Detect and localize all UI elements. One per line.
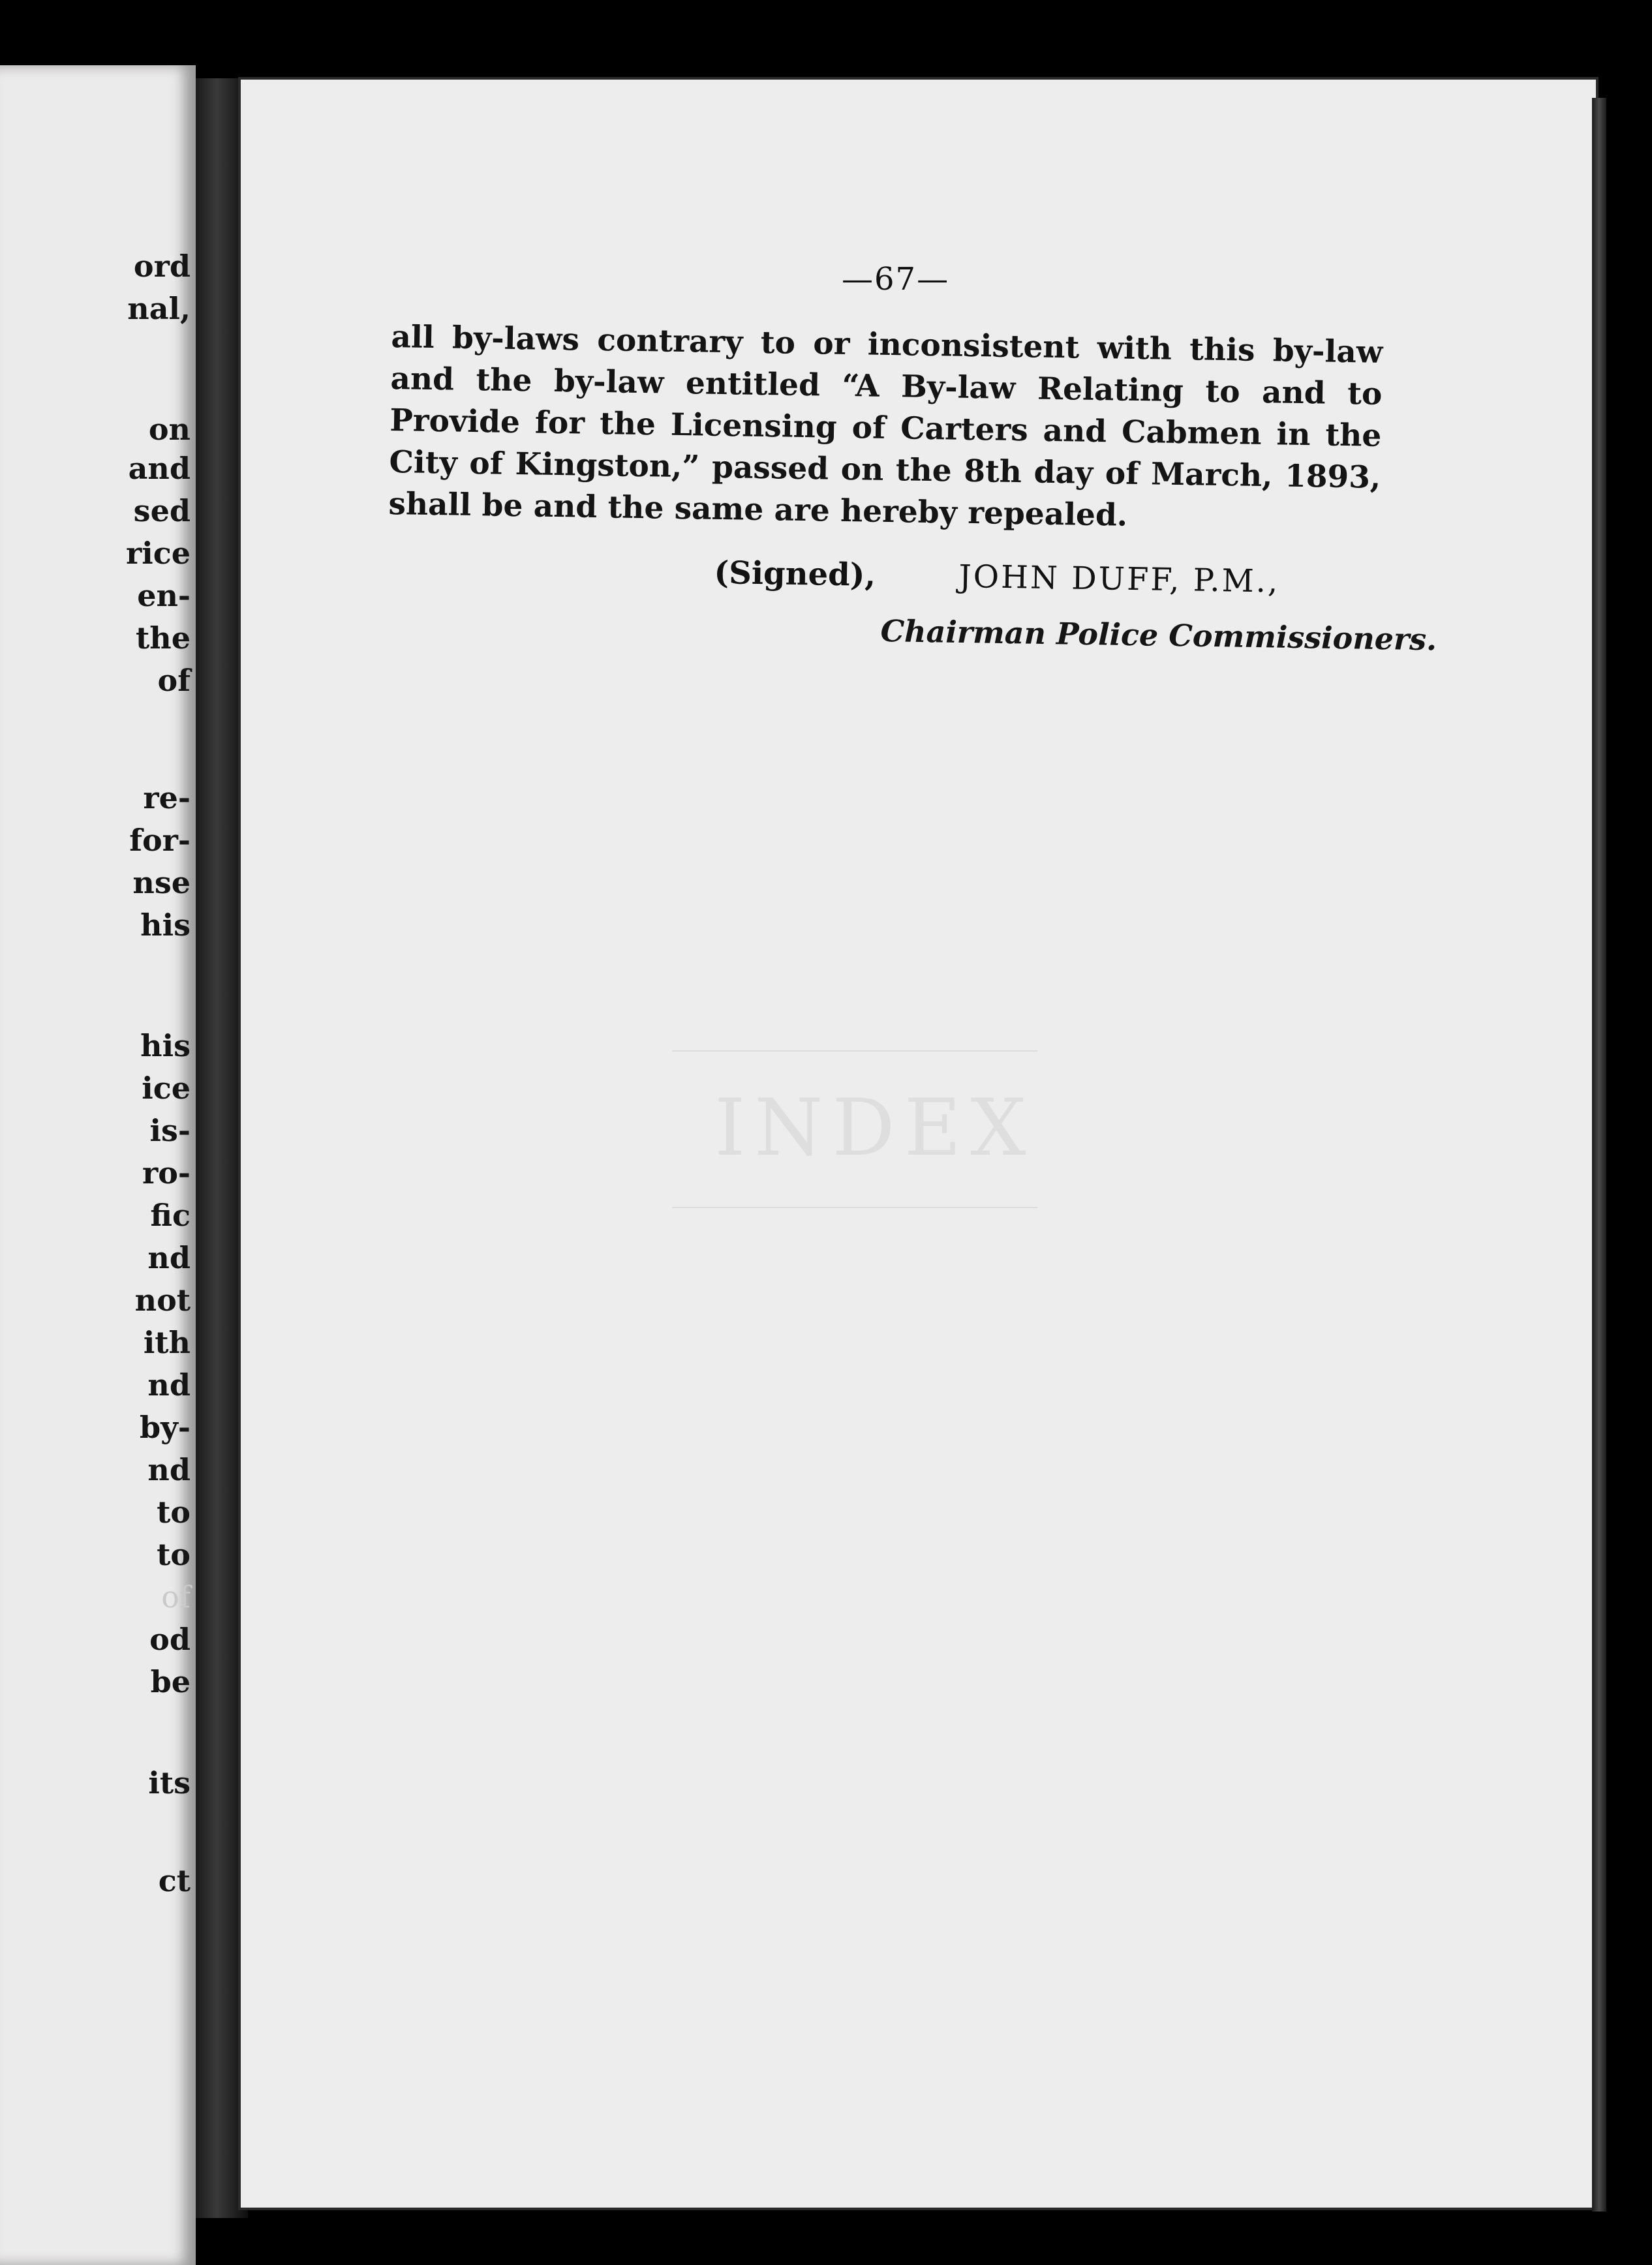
signatory-name: JOHN DUFF, P.M., bbox=[958, 558, 1280, 600]
left-page-text-fragment: and bbox=[128, 451, 191, 486]
left-page-text-fragment: to bbox=[157, 1495, 191, 1530]
left-page-text-fragment: of bbox=[157, 663, 191, 698]
left-page-text-fragment: ith bbox=[143, 1325, 191, 1360]
left-page-text-fragment: its bbox=[148, 1765, 191, 1801]
left-page-text-fragment: ct bbox=[158, 1863, 191, 1898]
signatory-title: Chairman Police Commissioners. bbox=[880, 613, 1437, 658]
bleed-through-rule-top bbox=[672, 1050, 1037, 1052]
signed-label: (Signed), bbox=[714, 555, 876, 594]
left-page-text-fragment: rice bbox=[126, 536, 191, 571]
body-paragraph: all by-laws contrary to or inconsistent with this by-law and the by-law entitled “A By-law Relating to and to Provide for the Licensing of Carters and Cabmen in the City of Kingston,” passed on the 8th day of March, 1893, shall be and the same are hereby repealed. bbox=[388, 318, 1383, 534]
left-page-text-fragment: fic bbox=[150, 1198, 191, 1233]
page-edge bbox=[1592, 98, 1606, 2212]
left-page-text-fragment: his bbox=[140, 907, 191, 943]
left-page-text-fragment: ord bbox=[133, 249, 191, 284]
left-page-text-fragment: not bbox=[134, 1283, 191, 1318]
left-page-text-fragment: nd bbox=[147, 1452, 191, 1487]
bleed-through-rule-bottom bbox=[672, 1207, 1037, 1208]
left-facing-page bbox=[0, 65, 196, 2265]
left-page-text-fragment: nd bbox=[147, 1367, 191, 1403]
left-page-text-fragment: ro- bbox=[142, 1155, 191, 1191]
left-page-text-fragment: is- bbox=[149, 1113, 191, 1148]
left-page-text-fragment: sed bbox=[133, 493, 191, 528]
left-page-text-fragment: his bbox=[140, 1028, 191, 1063]
left-page-text-fragment: be bbox=[150, 1664, 191, 1699]
left-page-text-fragment: re- bbox=[143, 780, 191, 815]
left-page-text-fragment: nse bbox=[132, 865, 191, 900]
left-page-text-fragment: to bbox=[157, 1537, 191, 1572]
left-page-text-fragment: by- bbox=[140, 1410, 191, 1445]
left-page-text-fragment: of bbox=[161, 1579, 191, 1615]
left-page-text-fragment: nal, bbox=[127, 291, 191, 326]
left-page-text-fragment: od bbox=[149, 1622, 191, 1657]
left-page-text-fragment: on bbox=[148, 412, 191, 447]
left-page-text-fragment: en- bbox=[137, 578, 191, 613]
page-number: —67— bbox=[842, 261, 950, 297]
left-page-text-fragment: nd bbox=[147, 1240, 191, 1275]
left-page-text-fragment: the bbox=[136, 620, 191, 656]
left-page-text-fragment: for- bbox=[129, 823, 191, 858]
bleed-through-heading: INDEX bbox=[714, 1083, 1035, 1174]
left-page-text-fragment: ice bbox=[142, 1071, 191, 1106]
